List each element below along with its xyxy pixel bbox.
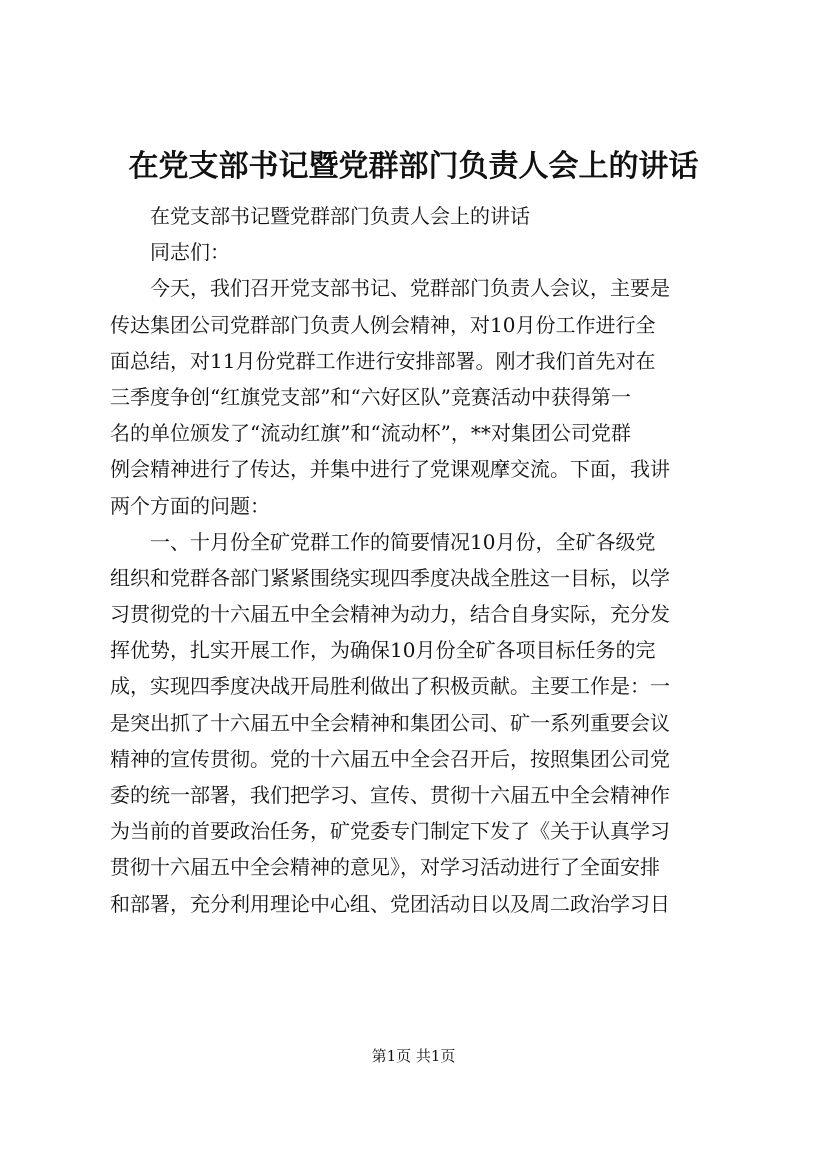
body-line: 今天，我们召开党支部书记、党群部门负责人会议，主要是 xyxy=(150,276,670,301)
body-line: 精神的宣传贯彻。党的十六届五中全会召开后，按照集团公司党 xyxy=(110,746,670,771)
body-line: 挥优势，扎实开展工作，为确保10月份全矿各项目标任务的完 xyxy=(110,638,656,663)
body-line: 是突出抓了十六届五中全会精神和集团公司、矿一系列重要会议 xyxy=(110,710,670,735)
page-footer: 第1页 共1页 xyxy=(371,1047,456,1065)
body-line: 三季度争创“红旗党支部”和“六好区队”竞赛活动中获得第一 xyxy=(110,384,631,409)
body-line: 两个方面的问题： xyxy=(110,493,270,518)
body-line: 习贯彻党的十六届五中全会精神为动力，结合自身实际，充分发 xyxy=(110,602,670,627)
body-line: 例会精神进行了传达，并集中进行了党课观摩交流。下面，我讲 xyxy=(110,457,670,482)
body-line: 面总结，对11月份党群工作进行安排部署。刚才我们首先对在 xyxy=(110,348,656,373)
document-title: 在党支部书记暨党群部门负责人会上的讲话 xyxy=(128,149,699,184)
body-line: 传达集团公司党群部门负责人例会精神，对10月份工作进行全 xyxy=(110,312,656,337)
document-body xyxy=(110,198,722,922)
body-line: 成，实现四季度决战开局胜利做出了积极贡献。主要工作是：一 xyxy=(110,674,670,699)
body-line: 名的单位颁发了“流动红旗”和“流动杯”，**对集团公司党群 xyxy=(110,421,631,446)
body-line: 贯彻十六届五中全会精神的意见》，对学习活动进行了全面安排 xyxy=(110,855,660,880)
body-line: 和部署，充分利用理论中心组、党团活动日以及周二政治学习日 xyxy=(110,891,670,916)
body-line: 同志们： xyxy=(150,240,230,265)
body-line: 委的统一部署，我们把学习、宣传、贯彻十六届五中全会精神作 xyxy=(110,783,670,807)
body-line: 在党支部书记暨党群部门负责人会上的讲话 xyxy=(150,204,530,228)
body-line: 为当前的首要政治任务，矿党委专门制定下发了《关于认真学习 xyxy=(110,819,670,844)
body-line: 组织和党群各部门紧紧围绕实现四季度决战全胜这一目标，以学 xyxy=(110,565,670,590)
body-line: 一、十月份全矿党群工作的简要情况10月份，全矿各级党 xyxy=(150,529,656,554)
